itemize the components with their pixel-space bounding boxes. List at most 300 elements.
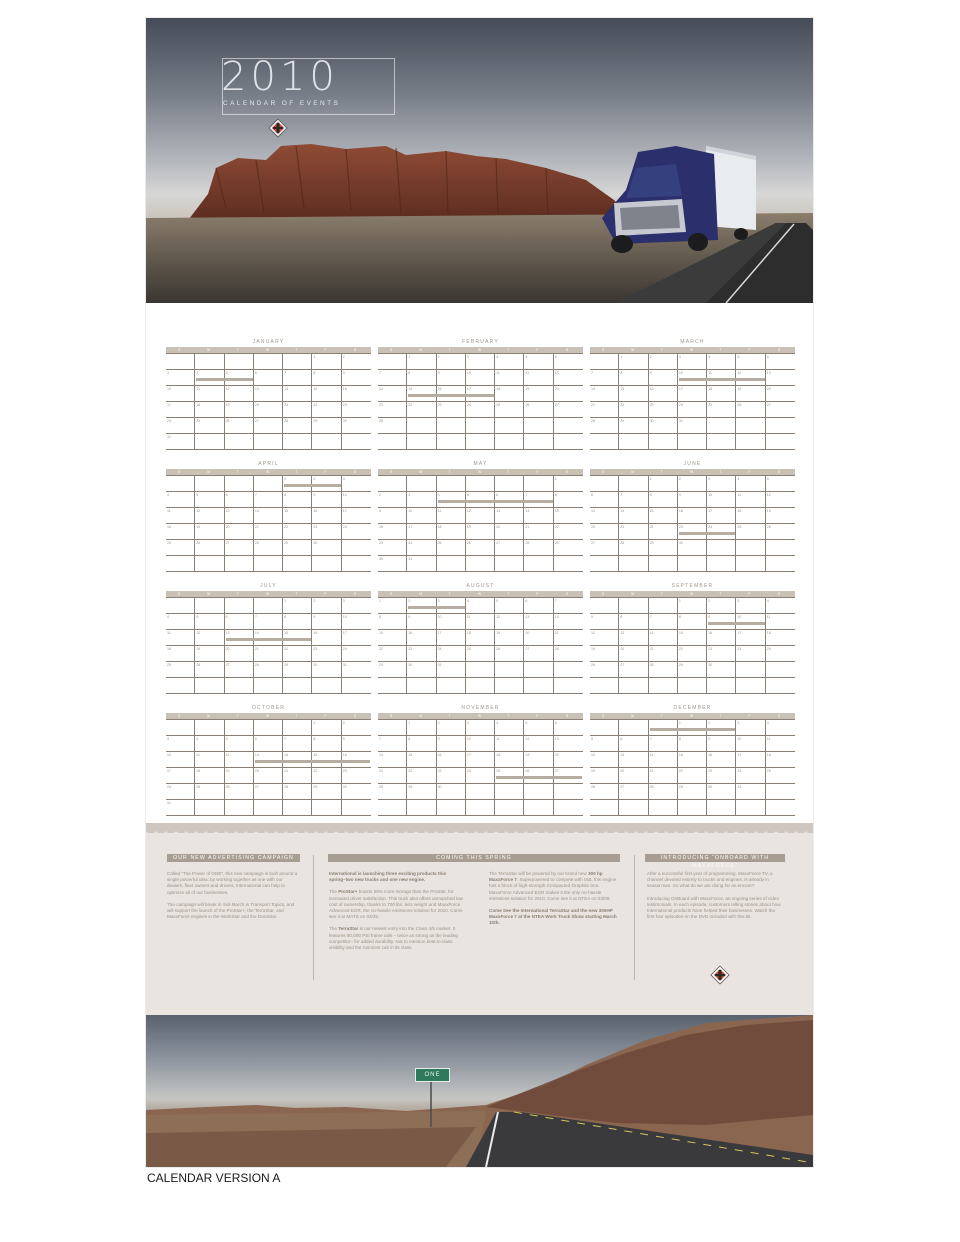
day-cell: 27	[254, 784, 283, 800]
advertising-campaign-text	[167, 871, 300, 926]
empty-cell	[554, 800, 583, 816]
day-cell: 2	[378, 492, 407, 508]
day-cell: 17	[166, 768, 195, 784]
empty-cell	[407, 476, 436, 492]
day-cell: 24	[707, 524, 736, 540]
header-onboard-maxxforce: INTRODUCING “ONBOARD WITH MAXXFORCE”	[645, 854, 785, 862]
empty-cell	[195, 434, 224, 450]
day-cell: 6	[524, 598, 553, 614]
day-cell: 17	[166, 402, 195, 418]
empty-cell	[736, 418, 765, 434]
day-cell: 2	[312, 598, 341, 614]
empty-cell	[590, 678, 619, 694]
weekday-label: F	[324, 714, 327, 718]
day-cell: 26	[225, 784, 254, 800]
day-cell: 2	[437, 720, 466, 736]
day-cell: 3	[466, 354, 495, 370]
empty-cell	[554, 662, 583, 678]
day-cell: 10	[166, 752, 195, 768]
day-cell: 15	[312, 386, 341, 402]
empty-cell	[225, 434, 254, 450]
empty-cell	[707, 434, 736, 450]
day-cell: 22	[678, 768, 707, 784]
empty-cell	[466, 784, 495, 800]
day-cell: 18	[766, 630, 795, 646]
day-cell: 16	[707, 752, 736, 768]
day-cell: 3	[342, 476, 371, 492]
empty-cell	[283, 556, 312, 572]
day-cell: 22	[619, 402, 648, 418]
weekday-label: M	[631, 714, 635, 718]
empty-cell	[590, 598, 619, 614]
empty-cell	[437, 678, 466, 694]
empty-cell	[254, 800, 283, 816]
month-name: JULY	[260, 583, 277, 589]
day-cell: 15	[678, 630, 707, 646]
day-cell: 30	[407, 662, 436, 678]
day-cell: 4	[166, 492, 195, 508]
day-cell: 21	[378, 402, 407, 418]
day-cell: 30	[342, 784, 371, 800]
day-cell: 9	[437, 736, 466, 752]
empty-cell	[166, 476, 195, 492]
weekday-label: T	[719, 470, 722, 474]
day-cell: 22	[678, 646, 707, 662]
day-cell: 9	[342, 370, 371, 386]
empty-cell	[312, 800, 341, 816]
day-cell: 5	[225, 736, 254, 752]
day-cell: 13	[524, 614, 553, 630]
empty-cell	[195, 476, 224, 492]
day-cell: 23	[312, 646, 341, 662]
weekday-label: M	[419, 592, 423, 596]
day-cell: 25	[166, 662, 195, 678]
day-cell: 4	[437, 492, 466, 508]
empty-cell	[524, 662, 553, 678]
day-cell: 11	[466, 614, 495, 630]
day-cell: 27	[766, 402, 795, 418]
day-cell: 7	[283, 370, 312, 386]
empty-cell	[254, 434, 283, 450]
day-cell: 17	[437, 630, 466, 646]
day-cell: 1	[283, 476, 312, 492]
day-cell: 5	[590, 736, 619, 752]
day-cell: 16	[649, 386, 678, 402]
day-cell: 6	[619, 614, 648, 630]
day-cell: 3	[678, 354, 707, 370]
day-cell: 1	[649, 476, 678, 492]
day-cell: 23	[707, 646, 736, 662]
weekday-label: W	[477, 714, 482, 718]
day-cell: 9	[437, 370, 466, 386]
empty-cell	[590, 354, 619, 370]
day-cell: 23	[312, 524, 341, 540]
day-cell: 7	[254, 614, 283, 630]
day-cell: 21	[649, 768, 678, 784]
day-cell: 27	[554, 768, 583, 784]
weekday-label: W	[477, 470, 482, 474]
day-cell: 4	[766, 598, 795, 614]
empty-cell	[466, 434, 495, 450]
weekday-label: T	[719, 714, 722, 718]
empty-cell	[678, 434, 707, 450]
weekday-label: S	[178, 348, 181, 352]
day-cell: 26	[766, 524, 795, 540]
weekday-label: S	[777, 470, 781, 474]
day-cell: 2	[342, 720, 371, 736]
empty-cell	[466, 678, 495, 694]
day-cell: 20	[495, 524, 524, 540]
day-cell: 8	[649, 492, 678, 508]
empty-cell	[707, 418, 736, 434]
weekday-label: S	[565, 470, 569, 474]
weekday-label: F	[324, 470, 327, 474]
weekday-label: W	[477, 592, 482, 596]
day-cell: 27	[619, 662, 648, 678]
empty-cell	[437, 800, 466, 816]
hero-image	[146, 18, 813, 303]
day-cell: 7	[283, 736, 312, 752]
day-cell: 5	[195, 614, 224, 630]
day-cell: 24	[407, 540, 436, 556]
month-november	[378, 704, 583, 816]
month-name: NOVEMBER	[461, 705, 500, 711]
day-cell: 30	[312, 540, 341, 556]
empty-cell	[524, 418, 553, 434]
day-cell: 10	[342, 614, 371, 630]
header-coming-this-spring: COMING THIS SPRING	[328, 854, 620, 862]
day-cell: 31	[407, 556, 436, 572]
event-bar	[438, 500, 553, 503]
day-cell: 31	[678, 418, 707, 434]
day-cell: 25	[437, 540, 466, 556]
day-cell: 2	[342, 354, 371, 370]
empty-cell	[707, 800, 736, 816]
day-cell: 14	[649, 752, 678, 768]
empty-cell	[407, 434, 436, 450]
weekday-label: W	[265, 592, 270, 596]
day-cell: 19	[225, 402, 254, 418]
onboard-paragraph-2: Introducing OnBoard with MaxxForce, an ongoing series of video testimonials. In each episode, customers telling stories about how International products have helped their businesses. Watch the first four episodes on the DVD included with this kit.	[647, 895, 781, 920]
day-cell: 28	[283, 784, 312, 800]
day-cell: 13	[554, 370, 583, 386]
month-grid	[166, 597, 371, 694]
empty-cell	[707, 556, 736, 572]
weekday-label: M	[631, 592, 635, 596]
day-cell: 11	[195, 386, 224, 402]
empty-cell	[736, 662, 765, 678]
onboard-paragraph-1: After a successful first year of programming, MaxxForce TV, a channel devoted entirely to trucks and engines, is already in season two. So what do we are doing for an encore?	[647, 871, 773, 889]
empty-cell	[649, 598, 678, 614]
weekday-label: T	[448, 592, 451, 596]
day-cell: 30	[378, 556, 407, 572]
day-cell: 28	[590, 418, 619, 434]
calendar-poster	[146, 18, 813, 1167]
day-cell: 21	[283, 768, 312, 784]
empty-cell	[495, 678, 524, 694]
empty-cell	[554, 784, 583, 800]
day-cell: 3	[736, 598, 765, 614]
day-cell: 19	[590, 768, 619, 784]
empty-cell	[283, 678, 312, 694]
day-cell: 11	[495, 370, 524, 386]
empty-cell	[254, 598, 283, 614]
day-cell: 19	[524, 386, 553, 402]
event-bar	[679, 532, 736, 535]
day-cell: 2	[707, 720, 736, 736]
day-cell: 29	[312, 418, 341, 434]
day-cell: 20	[254, 402, 283, 418]
prostar-paragraph: The ProStar+ boasts 50% more storage than the ProStar, for increased driver satisfaction. This truck also offers unmatched low cost of ownership, thanks to 700 lbs. less weight and MaxxForce Advanced EGR, the no-hassle emissions solution for 2010. Come see it at MATS on 03/25.	[329, 889, 463, 920]
empty-cell	[437, 418, 466, 434]
weekday-label: S	[353, 470, 357, 474]
weekday-label: M	[207, 470, 211, 474]
weekday-label: S	[178, 714, 181, 718]
weekday-label: M	[207, 714, 211, 718]
day-cell: 25	[195, 784, 224, 800]
day-cell: 28	[524, 540, 553, 556]
day-cell: 21	[554, 630, 583, 646]
day-cell: 2	[649, 354, 678, 370]
empty-cell	[619, 434, 648, 450]
empty-cell	[649, 678, 678, 694]
day-cell: 16	[312, 508, 341, 524]
weekday-label: W	[689, 348, 694, 352]
day-cell: 5	[495, 598, 524, 614]
weekday-label: T	[448, 348, 451, 352]
month-grid	[378, 475, 583, 572]
empty-cell	[378, 476, 407, 492]
month-name: SEPTEMBER	[671, 583, 714, 589]
weekday-label: T	[660, 348, 663, 352]
month-grid	[590, 475, 795, 572]
day-cell: 23	[707, 768, 736, 784]
day-cell: 27	[619, 784, 648, 800]
weekday-label: T	[660, 470, 663, 474]
weekday-label: T	[507, 470, 510, 474]
empty-cell	[378, 678, 407, 694]
day-cell: 15	[407, 752, 436, 768]
event-bar	[284, 484, 341, 487]
day-cell: 25	[495, 402, 524, 418]
day-cell: 3	[736, 720, 765, 736]
day-cell: 7	[254, 492, 283, 508]
day-cell: 12	[524, 736, 553, 752]
month-grid	[378, 353, 583, 450]
weekday-label: W	[689, 714, 694, 718]
day-cell: 21	[254, 524, 283, 540]
day-cell: 14	[590, 386, 619, 402]
day-cell: 23	[649, 402, 678, 418]
day-cell: 25	[166, 540, 195, 556]
day-cell: 1	[619, 354, 648, 370]
weekday-label: M	[419, 348, 423, 352]
day-cell: 29	[283, 540, 312, 556]
day-cell: 25	[707, 402, 736, 418]
terrastar-paragraph: The TerraStar is our newest entry into the Class 4/5 market. It features 80,000 PSI frame rails – twice as strong as the leading competitor– for added durability. Not to mention best-in-class visibility and the roomiest cab in its class.	[329, 926, 458, 951]
day-cell: 11	[766, 736, 795, 752]
day-cell: 14	[378, 752, 407, 768]
empty-cell	[766, 540, 795, 556]
day-cell: 2	[707, 598, 736, 614]
day-cell: 4	[166, 614, 195, 630]
weekday-label: M	[419, 714, 423, 718]
day-cell: 24	[342, 524, 371, 540]
event-bar	[255, 760, 370, 763]
empty-cell	[166, 556, 195, 572]
day-cell: 12	[195, 630, 224, 646]
weekday-label: S	[777, 592, 781, 596]
month-september	[590, 582, 795, 694]
day-cell: 9	[342, 736, 371, 752]
empty-cell	[283, 800, 312, 816]
day-cell: 8	[407, 736, 436, 752]
empty-cell	[678, 556, 707, 572]
day-cell: 1	[283, 598, 312, 614]
day-cell: 8	[678, 614, 707, 630]
day-cell: 23	[678, 524, 707, 540]
day-cell: 12	[225, 386, 254, 402]
day-cell: 10	[407, 508, 436, 524]
day-cell: 4	[766, 720, 795, 736]
weekday-label: S	[390, 348, 393, 352]
weekday-label: S	[353, 592, 357, 596]
month-january	[166, 338, 371, 450]
day-cell: 1	[312, 354, 341, 370]
day-cell: 25	[766, 646, 795, 662]
month-name: JUNE	[683, 461, 702, 467]
day-cell: 28	[619, 540, 648, 556]
day-cell: 19	[195, 524, 224, 540]
month-name: MAY	[473, 461, 488, 467]
day-cell: 25	[495, 768, 524, 784]
empty-cell	[225, 720, 254, 736]
day-cell: 3	[342, 598, 371, 614]
weekday-label: T	[295, 348, 298, 352]
empty-cell	[342, 556, 371, 572]
day-cell: 21	[254, 646, 283, 662]
empty-cell	[736, 434, 765, 450]
weekday-label: F	[536, 592, 539, 596]
day-cell: 26	[195, 540, 224, 556]
day-cell: 8	[678, 736, 707, 752]
weekday-label: M	[207, 348, 211, 352]
empty-cell	[312, 678, 341, 694]
month-grid	[590, 719, 795, 816]
weekday-label: F	[536, 714, 539, 718]
empty-cell	[166, 720, 195, 736]
weekday-label: F	[748, 592, 751, 596]
event-bar	[226, 638, 312, 641]
empty-cell	[495, 662, 524, 678]
empty-cell	[495, 418, 524, 434]
day-cell: 15	[649, 508, 678, 524]
empty-cell	[590, 556, 619, 572]
day-cell: 11	[736, 492, 765, 508]
day-cell: 21	[524, 524, 553, 540]
day-cell: 15	[283, 630, 312, 646]
day-cell: 9	[312, 492, 341, 508]
weekday-label: T	[660, 714, 663, 718]
day-cell: 4	[495, 720, 524, 736]
empty-cell	[678, 678, 707, 694]
day-cell: 25	[766, 768, 795, 784]
day-cell: 9	[407, 614, 436, 630]
day-cell: 25	[466, 646, 495, 662]
column-divider	[313, 855, 314, 980]
event-bar	[496, 776, 582, 779]
column-divider	[634, 855, 635, 980]
day-cell: 23	[342, 402, 371, 418]
day-cell: 20	[619, 646, 648, 662]
day-cell: 13	[254, 752, 283, 768]
day-cell: 14	[619, 508, 648, 524]
calendar-months	[146, 303, 813, 823]
weekday-label: S	[390, 714, 393, 718]
day-cell: 24	[466, 768, 495, 784]
empty-cell	[619, 720, 648, 736]
day-cell: 20	[225, 524, 254, 540]
day-cell: 29	[678, 662, 707, 678]
month-name: MARCH	[680, 339, 705, 345]
day-cell: 10	[678, 370, 707, 386]
day-cell: 16	[407, 630, 436, 646]
day-cell: 26	[590, 784, 619, 800]
weekday-label: F	[748, 348, 751, 352]
month-grid	[166, 353, 371, 450]
day-cell: 16	[342, 752, 371, 768]
day-cell: 30	[678, 540, 707, 556]
day-cell: 17	[736, 752, 765, 768]
day-cell: 4	[707, 354, 736, 370]
day-cell: 7	[619, 492, 648, 508]
weekday-label: W	[477, 348, 482, 352]
month-december	[590, 704, 795, 816]
day-cell: 26	[495, 646, 524, 662]
empty-cell	[495, 784, 524, 800]
weekday-label: T	[236, 714, 239, 718]
day-cell: 8	[283, 492, 312, 508]
empty-cell	[378, 434, 407, 450]
day-cell: 7	[649, 614, 678, 630]
day-cell: 30	[312, 662, 341, 678]
empty-cell	[766, 418, 795, 434]
month-may	[378, 460, 583, 572]
day-cell: 16	[312, 630, 341, 646]
day-cell: 4	[195, 736, 224, 752]
empty-cell	[766, 800, 795, 816]
day-cell: 19	[466, 524, 495, 540]
day-cell: 26	[736, 402, 765, 418]
calendar-subtitle: CALENDAR OF EVENTS	[223, 100, 341, 107]
empty-cell	[437, 434, 466, 450]
empty-cell	[619, 598, 648, 614]
day-cell: 23	[437, 768, 466, 784]
empty-cell	[619, 556, 648, 572]
day-cell: 28	[254, 540, 283, 556]
empty-cell	[437, 556, 466, 572]
empty-cell	[524, 784, 553, 800]
day-cell: 6	[766, 354, 795, 370]
day-cell: 6	[225, 492, 254, 508]
day-cell: 10	[736, 614, 765, 630]
weekday-label: S	[602, 348, 605, 352]
day-cell: 9	[707, 736, 736, 752]
empty-cell	[495, 556, 524, 572]
empty-cell	[466, 662, 495, 678]
day-cell: 19	[195, 646, 224, 662]
day-cell: 15	[283, 508, 312, 524]
